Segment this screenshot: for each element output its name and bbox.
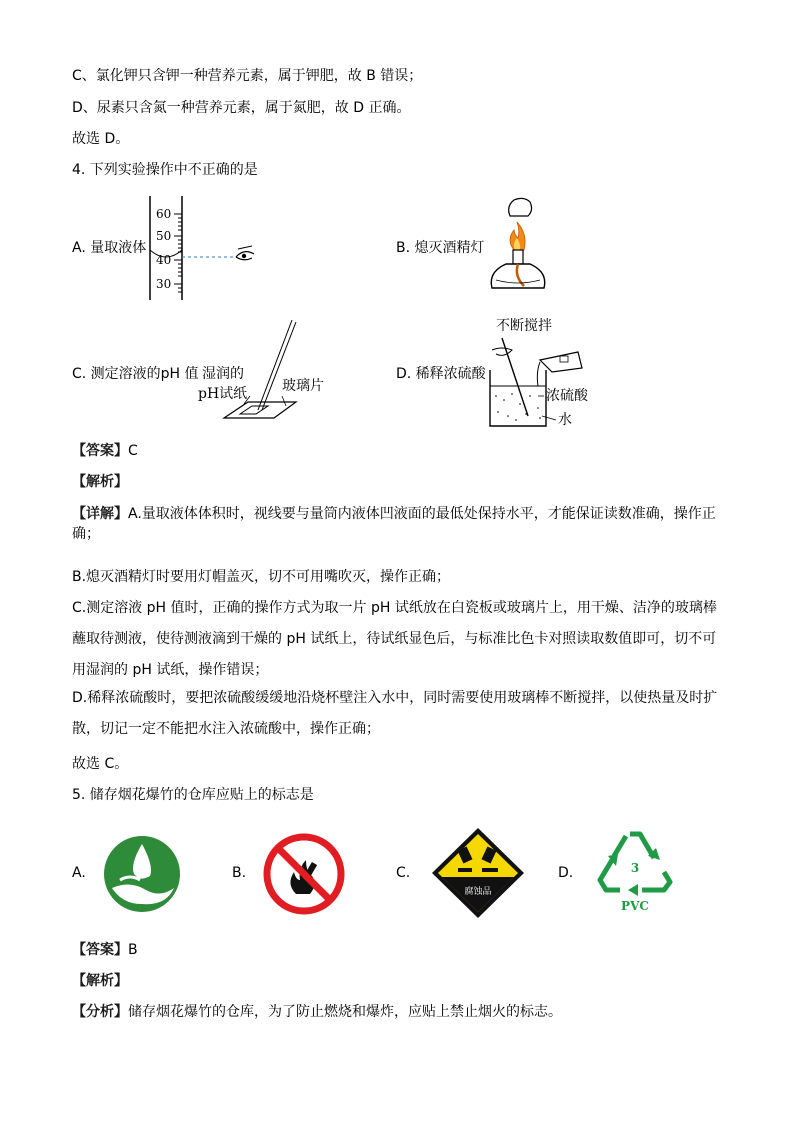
recycle-code-text: 3: [630, 861, 640, 875]
q4-option-c-label: C. 测定溶液的pH 值: [72, 366, 199, 382]
alcohol-lamp-figure: [484, 192, 554, 298]
tick-label-60: 60: [156, 207, 172, 221]
fig-label-glass: 玻璃片: [282, 378, 324, 394]
q4-detail-d: D.稀释浓硫酸时，要把浓硫酸缓缓地沿烧杯壁注入水中，同时需要使用玻璃棒不断搅拌，以使热量及时扩散，切记一定不能把水注入浓硫酸中，操作正确；: [72, 690, 718, 737]
lamp-cap-icon: [509, 198, 532, 216]
analysis-sub-tag: 【分析】: [72, 1004, 128, 1020]
corrosive-sign: [430, 826, 526, 920]
q4-option-a-label: A. 量取液体: [72, 240, 147, 256]
recycle-pvc-sign: [594, 826, 676, 914]
stir-arrow-icon: [492, 348, 512, 355]
q5-option-c-label: C.: [396, 865, 411, 881]
answer-value: C: [128, 443, 138, 459]
answer-value: B: [128, 942, 138, 958]
q4-detail-c: C.测定溶液 pH 值时，正确的操作方式为取一片 pH 试纸放在白瓷板或玻璃片上，用干燥、洁净的玻璃棒蘸取待测液，使待测液滴到干燥的 pH 试纸上，待试纸显色后，与标准比色卡对照读取数值即可，切不可用湿润的 pH 试纸，操作错误；: [72, 600, 717, 678]
eye-icon: [236, 246, 254, 260]
q5-analysis: [72, 1002, 562, 1022]
prev-choose: 故选 D。: [72, 131, 130, 147]
hand-icon: [482, 868, 498, 872]
ph-paper-figure: [196, 316, 376, 428]
q5-option-b-label: B.: [232, 865, 247, 881]
fig-label-ph-paper: pH试纸: [198, 386, 248, 402]
q4-detail-b: B.熄灭酒精灯时要用灯帽盖灭，切不可用嘴吹灭，操作正确；: [72, 569, 451, 585]
tick-label-50: 50: [156, 229, 172, 243]
detail-tag: 【详解】: [72, 506, 128, 522]
answer-tag: 【答案】: [72, 942, 128, 958]
q4-option-d-label: D. 稀释浓硫酸: [396, 366, 486, 382]
q4-option-b-label: B. 熄灭酒精灯: [396, 240, 485, 256]
tick-label-30: 30: [156, 277, 172, 291]
graduated-cylinder-figure: [140, 194, 270, 302]
no-fire-sign: [262, 832, 346, 916]
dilute-acid-figure: [482, 316, 612, 430]
q5-option-d-label: D.: [558, 865, 574, 881]
q4-choose: 故选 C。: [72, 756, 129, 772]
prev-option-d: D、尿素只含氮一种营养元素，属于氮肥，故 D 正确。: [72, 100, 411, 116]
q5-answer: [72, 940, 138, 960]
q4-detail-a: [72, 504, 722, 544]
q5-stem: 5. 储存烟花爆竹的仓库应贴上的标志是: [72, 787, 314, 803]
q4-analysis-tag: 【解析】: [72, 474, 128, 490]
corrosive-text: 腐蚀品: [464, 887, 492, 897]
q5-option-a-label: A.: [72, 865, 86, 881]
analysis-text: 储存烟花爆竹的仓库，为了防止燃烧和爆炸，应贴上禁止烟火的标志。: [128, 1004, 562, 1020]
detail-a-text: A.量取液体体积时，视线要与量筒内液体凹液面的最低处保持水平，才能保证读数准确，操作正确；: [72, 506, 716, 542]
q4-answer: [72, 441, 138, 461]
q4-stem: 4. 下列实验操作中不正确的是: [72, 162, 258, 178]
fig-label-acid: 浓硫酸: [546, 388, 588, 404]
fig-label-water: 水: [558, 412, 572, 428]
prev-option-c: C、氯化钾只含钾一种营养元素，属于钾肥，故 B 错误；: [72, 68, 423, 84]
water-saving-sign: [100, 834, 184, 914]
fig-label-wet: 湿润的: [202, 366, 244, 382]
answer-tag: 【答案】: [72, 443, 128, 459]
tick-label-40: 40: [156, 253, 172, 267]
pvc-text: PVC: [621, 899, 649, 913]
fig-label-stir: 不断搅拌: [496, 318, 552, 334]
q5-analysis-tag: 【解析】: [72, 973, 128, 989]
